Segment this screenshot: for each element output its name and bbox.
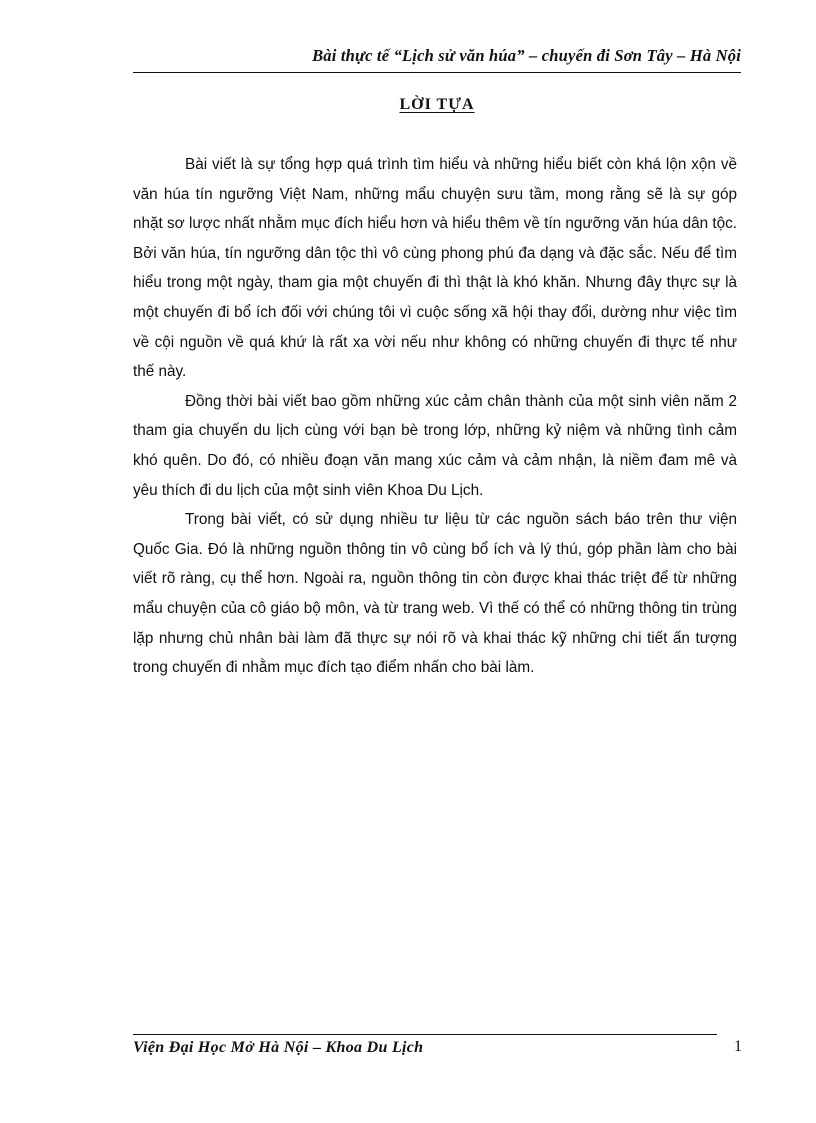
page-title-text: LỜI TỰA	[399, 96, 475, 113]
paragraph-1: Bài viết là sự tổng hợp quá trình tìm hiểu và những hiểu biết còn khá lộn xộn về văn húa tín ngưỡng Việt Nam, những mẩu chuyện sưu tầm, mong rằng sẽ là sự góp nhặt sơ lược nhất nhằm mục đích hiểu hơn và hiểu thêm về tín ngưỡng văn húa dân tộc. Bởi văn húa, tín ngưỡng dân tộc thì vô cùng phong phú đa dạng và đặc sắc. Nếu để tìm hiểu trong một ngày, tham gia một chuyến đi thì thật là khó khăn. Nhưng đây thực sự là một chuyến đi bổ ích đối với chúng tôi vì cuộc sống xã hội thay đổi, dường như việc tìm về cội nguồn về quá khứ là rất xa vời nếu như không có những chuyến đi thực tế như thế này.	[133, 156, 737, 381]
paragraph-2: Đồng thời bài viết bao gồm những xúc cảm chân thành của một sinh viên năm 2 tham gia chuyến du lịch cùng với bạn bè trong lớp, những kỷ niệm và những tình cảm khó quên. Do đó, có nhiều đoạn văn mang xúc cảm và cảm nhận, là niềm đam mê và yêu thích đi du lịch của một sinh viên Khoa Du Lịch.	[133, 392, 737, 499]
header-divider	[133, 72, 741, 73]
page-number: 1	[734, 1038, 742, 1055]
body-text	[133, 150, 737, 683]
running-header: Bài thực tế “Lịch sử văn húa” – chuyến đi Sơn Tây – Hà Nội	[312, 46, 741, 65]
running-footer: Viện Đại Học Mở Hà Nội – Khoa Du Lịch	[133, 1039, 424, 1056]
page-title	[133, 96, 741, 114]
paragraph-3: Trong bài viết, có sử dụng nhiều tư liệu từ các nguồn sách báo trên thư viện Quốc Gia. Đó là những nguồn thông tin vô cùng bổ ích và lý thú, góp phần làm cho bài viết rõ ràng, cụ thể hơn. Ngoài ra, nguồn thông tin còn được khai thác triệt để từ những mẩu chuyện của cô giáo bộ môn, và từ trang web. Vì thế có thể có những thông tin trùng lặp nhưng chủ nhân bài làm đã thực sự nói rõ và khai thác kỹ những chi tiết ấn tượng trong chuyến đi nhằm mục đích tạo điểm nhấn cho bài làm.	[133, 511, 737, 677]
footer-divider	[133, 1034, 717, 1035]
